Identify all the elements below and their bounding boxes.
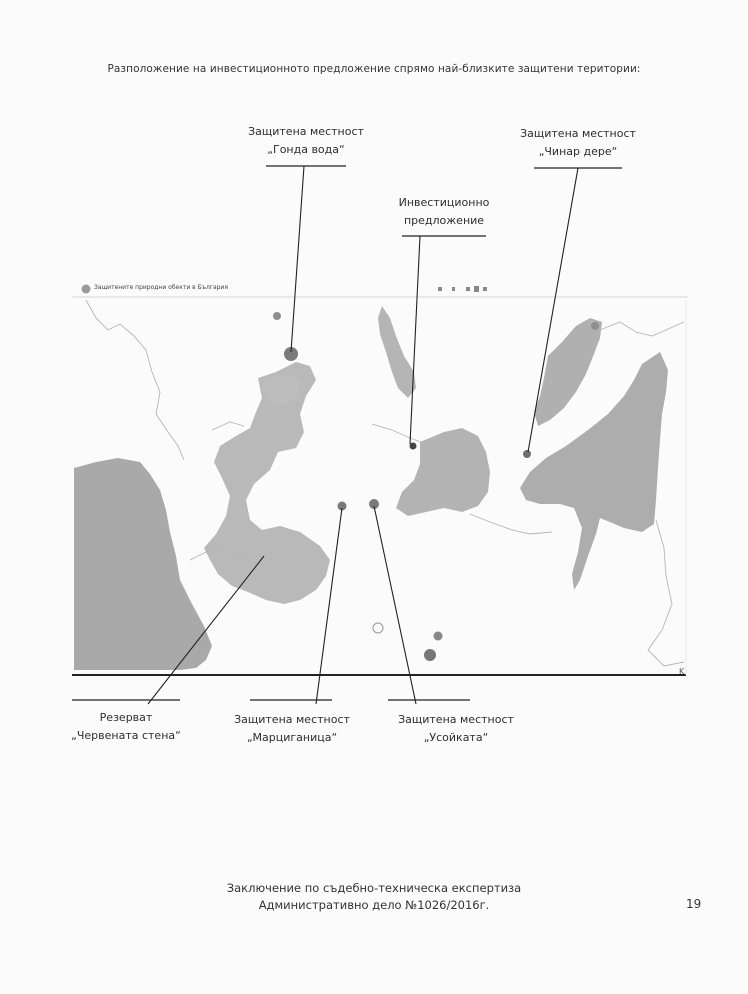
callout-investment xyxy=(384,194,504,230)
callout-chinar-dere xyxy=(518,125,638,161)
callout-usoykata-type: Защитена местност xyxy=(398,713,514,726)
callout-chinar-dere-name: „Чинар дере“ xyxy=(538,145,618,158)
protected-area-central xyxy=(204,362,330,604)
marker-chinar-dere-area xyxy=(591,322,599,330)
footer-line-1: Заключение по съдебно-техническа експертиза xyxy=(226,881,522,895)
protected-area-river xyxy=(378,306,416,398)
leader-investment xyxy=(410,236,420,444)
marker-south xyxy=(424,649,436,661)
map-logo-icon xyxy=(82,285,91,294)
map-corner-mark: K xyxy=(679,667,685,676)
callout-chervenata-stena-name: „Червената стена“ xyxy=(71,729,181,742)
callout-martsiganitsa-name: „Марциганица“ xyxy=(246,731,338,744)
callout-chervenata-stena-type: Резерват xyxy=(99,711,153,724)
callout-chinar-dere-type: Защитена местност xyxy=(520,127,636,140)
callout-chervenata-stena xyxy=(66,709,186,745)
map-toolbar-title: Защитените природни обекти в България xyxy=(94,284,228,291)
callout-usoykata-name: „Усойката“ xyxy=(423,731,489,744)
callout-gonda-voda-type: Защитена местност xyxy=(248,125,364,138)
leader-lines xyxy=(148,166,578,704)
protected-area-chinar-dere-north xyxy=(534,318,602,426)
callout-gonda-voda-name: „Гонда вода“ xyxy=(267,143,345,156)
callout-martsiganitsa-type: Защитена местност xyxy=(234,713,350,726)
marker-chinar-dere xyxy=(523,450,531,458)
callout-usoykata xyxy=(396,711,516,747)
page-number: 19 xyxy=(686,897,702,911)
footer-line-2: Административно дело №1026/2016г. xyxy=(258,898,490,912)
marker-hollow xyxy=(373,623,383,633)
marker-small-north xyxy=(273,312,281,320)
callout-investment-line1: Инвестиционно xyxy=(398,196,490,209)
reserve-chervenata-stena-area xyxy=(74,458,212,670)
page-heading: Разположение на инвестиционното предложение спрямо най-близките защитени територии: xyxy=(107,63,641,75)
page-footer xyxy=(0,880,748,914)
toolbar-icons xyxy=(438,286,487,292)
leader-gonda-voda xyxy=(291,166,304,352)
marker-small-south xyxy=(434,632,443,641)
callout-martsiganitsa xyxy=(232,711,352,747)
callout-investment-line2: предложение xyxy=(403,214,485,227)
callout-gonda-voda xyxy=(246,123,366,159)
